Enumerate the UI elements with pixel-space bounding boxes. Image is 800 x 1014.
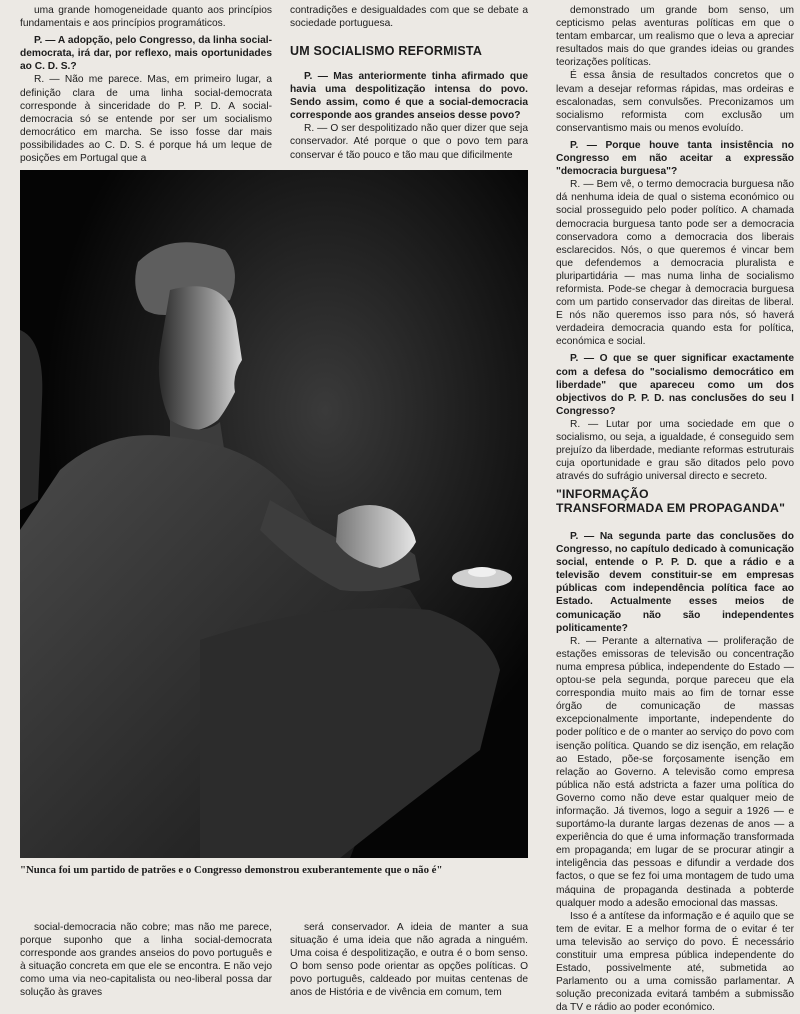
answer-paragraph: uma grande homogeneidade quanto aos princípios fundamentais e aos princípios programáticos. xyxy=(20,5,272,30)
portrait-photo xyxy=(20,170,528,858)
question-paragraph: P. — Na segunda parte das conclusões do Congresso, no capítulo dedicado à comunicação social, entende o P. P. D. que a rádio e a televisão devem constituir-se em empresas públicas com independência política face ao Estado. Actualmente esses meios de comunicação não são independentes politicamente? xyxy=(556,531,794,634)
section-heading-reformista: UM SOCIALISMO REFORMISTA xyxy=(290,44,483,58)
answer-paragraph: demonstrado um grande bom senso, um cepticismo pelas aventuras políticas em que o tentam embarcar, um realismo que o leva a apreciar resultados mais do que grandes ideias ou grandes teorizações políticas. xyxy=(556,5,794,69)
answer-paragraph: será conservador. A ideia de manter a sua situação é uma ideia que não agrada a ninguém. Uma coisa é despolitização, e outra é o bom senso. O bom senso pode orientar as opções políticas. O povo português, caldeado por muitas centenas de anos de História e de vivência em comum, tem xyxy=(290,922,528,999)
answer-paragraph: É essa ânsia de resultados concretos que o levam a desejar reformas rápidas, mas ordeiras e escalonadas, sem convulsões. Preconizamos um socialismo reformista com exclusão um conservantismo mais ou menos evoluído. xyxy=(556,70,794,134)
answer-paragraph: social-democracia não cobre; mas não me parece, porque suponho que a linha social-democrata corresponde aos grandes anseios do povo português e à situação concreta em que ele se encontra. E não vejo como uma via neo-capitalista ou neo-liberal possa dar solução às graves xyxy=(20,922,272,999)
answer-paragraph: R. — O ser despolitizado não quer dizer que seja conservador. Até porque o que o povo tem para conservar é tão pouco e tão mau que dificilmente xyxy=(290,123,528,161)
column-2-lead xyxy=(290,4,528,30)
column-3-upper xyxy=(556,4,794,483)
column-1-top xyxy=(20,4,272,165)
answer-paragraph: R. — Perante a alternativa — proliferação de estações emissoras de televisão ou concentração numa empresa pública, independente do Estado — optou-se pela segunda, porque pareceu que ela correspondia muito mais ao fim de tornar esse órgão de comunicação de massas excepcionalmente importante, independente do poder político e de o manter ao serviço do povo com isenção política. Quando se diz isenção, em relação ao Estado, põe-se forçosamente isenção em relação ao Governo. A televisão como empresa pública não está adstricta a fazer uma política do Governo como não deve estar qualquer meio de informação. Já tivemos, logo a seguir a 1926 — e suportámo-la durante largas dezenas de anos — a experiência do que é uma informação transformada em propaganda; em lugar de se procurar atingir a inteligência das pessoas e difundir a verdade dos factos, o que se fez foi uma montagem de tudo uma máquina de propaganda destinada a pobterde qualquer modo a adesão emocional das massas. xyxy=(556,635,794,909)
column-3-lower xyxy=(556,530,794,1014)
column-2-bottom xyxy=(290,921,528,1000)
answer-paragraph: R. — Lutar por uma sociedade em que o socialismo, ou seja, a igualdade, é conseguido sem prejuízo da liberdade, mediante reformas estruturais cuja oportunidade e grau são ditados pelo povo através do sufrágio universal directo e secreto. xyxy=(556,418,794,483)
answer-paragraph: R. — Não me parece. Mas, em primeiro lugar, a definição clara de uma linha social-democrata corresponde à sinceridade do P. P. D. A social-democracia só se entende por ser um socialismo democrático em marcha. Se isso fosse dar mais possibilidades ao C. D. S. é porque há um leque de posições em Portugal que a xyxy=(20,74,272,165)
heading-line-1: "INFORMAÇÃO xyxy=(556,487,649,501)
photo-caption: "Nunca foi um partido de patrões e o Congresso demonstrou exuberantemente que o não é" xyxy=(20,864,443,876)
question-paragraph: P. — Porque houve tanta insistência no Congresso em não aceitar a expressão "democracia burguesa"? xyxy=(556,139,794,178)
question-paragraph: P. — Mas anteriormente tinha afirmado que havia uma despolitização intensa do povo. Sendo assim, como é que a social-democracia corresponde aos grandes anseios desse povo? xyxy=(290,71,528,122)
portrait-illustration xyxy=(20,170,528,858)
heading-line-2: TRANSFORMADA EM PROPAGANDA" xyxy=(556,501,786,515)
lead-text: contradições e desigualdades com que se debate a sociedade portuguesa. xyxy=(290,5,528,30)
answer-paragraph: Isso é a antítese da informação e é aquilo que se tem de evitar. E a melhor forma de o evitar é ter uma televisão ao serviço do povo. É necessário constituir uma empresa pública independente do Estado, possivelmente até, submetida ao Parlamento ou a uma comissão parlamentar. A solução preconizada evitará também a submissão da TV e rádio ao poder económico. xyxy=(556,910,794,1014)
column-1-bottom xyxy=(20,921,272,1000)
question-paragraph: P. — O que se quer significar exactamente com a defesa do "socialismo democrático em liberdade" que apareceu como um dos objectivos do P. P. D. nas conclusões do seu I Congresso? xyxy=(556,353,794,417)
answer-paragraph: R. — Bem vê, o termo democracia burguesa não dá nenhuma ideia de qual o sistema económico ou social prosseguido pelo poder político. A chamada democracia burguesa tanto pode ser a democracia conservadora como a democracia dos liberais esclarecidos. Nós, o que queremos é vincar bem que defendemos a democracia pluralista e pluripartidária — mas numa linha de socialismo reformista. Pode-se chegar à democracia burguesa com um partido conservador das direitas de liberal. E nós não queremos isso para nós, só haverá verdadeira democracia quando esta for política, económica e social. xyxy=(556,179,794,348)
column-2-top xyxy=(290,70,528,162)
section-heading-informacao xyxy=(556,487,794,515)
question-paragraph: P. — A adopção, pelo Congresso, da linha social-democrata, irá dar, por reflexo, mais oportunidades ao C. D. S.? xyxy=(20,35,272,73)
